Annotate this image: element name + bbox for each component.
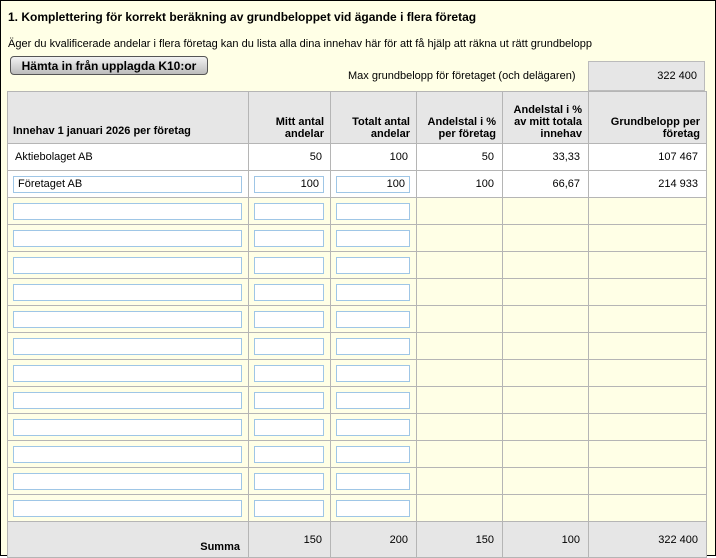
- empty-cell: [503, 279, 589, 306]
- my-shares-input[interactable]: [254, 500, 324, 517]
- empty-cell: [589, 333, 707, 360]
- my-shares-input[interactable]: [254, 203, 324, 220]
- max-amount-label: Max grundbelopp för företaget (och delägaren): [348, 70, 576, 82]
- company-name-input[interactable]: [13, 176, 242, 193]
- empty-cell: [417, 441, 503, 468]
- col-header-pct-company: Andelstal i % per företag: [417, 92, 503, 144]
- total-shares-input[interactable]: [336, 230, 410, 247]
- row-name: Aktiebolaget AB: [8, 144, 249, 171]
- empty-cell: [417, 468, 503, 495]
- row-pct-total: 66,67: [503, 171, 589, 198]
- empty-cell: [589, 306, 707, 333]
- fetch-k10-button[interactable]: Hämta in från upplagda K10:or: [10, 56, 208, 75]
- empty-cell: [589, 468, 707, 495]
- empty-cell: [503, 495, 589, 522]
- empty-cell: [589, 414, 707, 441]
- empty-row: [8, 360, 707, 387]
- my-shares-input[interactable]: [254, 284, 324, 301]
- row-pct-company: 50: [417, 144, 503, 171]
- empty-cell: [503, 387, 589, 414]
- sum-label: Summa: [8, 522, 249, 558]
- empty-row: [8, 333, 707, 360]
- total-shares-input[interactable]: [336, 257, 410, 274]
- total-shares-input[interactable]: [336, 284, 410, 301]
- row-base: 107 467: [589, 144, 707, 171]
- my-shares-input[interactable]: [254, 230, 324, 247]
- company-name-input[interactable]: [13, 338, 242, 355]
- empty-row: [8, 387, 707, 414]
- row-pct-total: 33,33: [503, 144, 589, 171]
- table-row: [8, 171, 707, 198]
- empty-row: [8, 198, 707, 225]
- total-shares-input[interactable]: [336, 419, 410, 436]
- total-shares-input[interactable]: [336, 176, 410, 193]
- empty-cell: [589, 441, 707, 468]
- total-shares-input[interactable]: [336, 446, 410, 463]
- company-name-input[interactable]: [13, 365, 242, 382]
- col-header-pct-total: Andelstal i % av mitt totala innehav: [503, 92, 589, 144]
- total-shares-input[interactable]: [336, 338, 410, 355]
- sum-pct-total: 100: [503, 522, 589, 558]
- empty-cell: [417, 279, 503, 306]
- total-shares-input[interactable]: [336, 311, 410, 328]
- my-shares-input[interactable]: [254, 473, 324, 490]
- empty-cell: [503, 333, 589, 360]
- empty-cell: [589, 252, 707, 279]
- empty-cell: [417, 387, 503, 414]
- company-name-input[interactable]: [13, 203, 242, 220]
- row-mine: 50: [249, 144, 331, 171]
- empty-cell: [417, 333, 503, 360]
- total-shares-input[interactable]: [336, 473, 410, 490]
- sum-base: 322 400: [589, 522, 707, 558]
- empty-row: [8, 441, 707, 468]
- my-shares-input[interactable]: [254, 311, 324, 328]
- col-header-total: Totalt antal andelar: [331, 92, 417, 144]
- empty-cell: [589, 279, 707, 306]
- company-name-input[interactable]: [13, 311, 242, 328]
- sum-mine: 150: [249, 522, 331, 558]
- table-header: [8, 92, 707, 144]
- company-name-input[interactable]: [13, 392, 242, 409]
- empty-cell: [503, 468, 589, 495]
- my-shares-input[interactable]: [254, 392, 324, 409]
- my-shares-input[interactable]: [254, 446, 324, 463]
- empty-row: [8, 414, 707, 441]
- empty-cell: [417, 225, 503, 252]
- sum-pct-company: 150: [417, 522, 503, 558]
- empty-cell: [503, 306, 589, 333]
- company-name-input[interactable]: [13, 257, 242, 274]
- sum-row: [8, 522, 707, 558]
- company-name-input[interactable]: [13, 284, 242, 301]
- company-name-input[interactable]: [13, 500, 242, 517]
- empty-row: [8, 495, 707, 522]
- my-shares-input[interactable]: [254, 257, 324, 274]
- empty-cell: [589, 387, 707, 414]
- empty-cell: [417, 495, 503, 522]
- empty-cell: [589, 225, 707, 252]
- empty-cell: [503, 360, 589, 387]
- sum-total: 200: [331, 522, 417, 558]
- col-header-base: Grundbelopp per företag: [589, 92, 707, 144]
- total-shares-input[interactable]: [336, 203, 410, 220]
- holdings-table: [7, 91, 707, 558]
- my-shares-input[interactable]: [254, 338, 324, 355]
- empty-row: [8, 225, 707, 252]
- col-header-name: Innehav 1 januari 2026 per företag: [8, 92, 249, 144]
- row-pct-company: 100: [417, 171, 503, 198]
- my-shares-input[interactable]: [254, 176, 324, 193]
- empty-cell: [503, 198, 589, 225]
- company-name-input[interactable]: [13, 446, 242, 463]
- row-total: 100: [331, 144, 417, 171]
- empty-cell: [417, 198, 503, 225]
- table-row: [8, 144, 707, 171]
- company-name-input[interactable]: [13, 230, 242, 247]
- my-shares-input[interactable]: [254, 419, 324, 436]
- empty-cell: [589, 495, 707, 522]
- total-shares-input[interactable]: [336, 365, 410, 382]
- section-title: 1. Komplettering för korrekt beräkning av grundbeloppet vid ägande i flera företag: [8, 10, 477, 24]
- company-name-input[interactable]: [13, 473, 242, 490]
- row-base: 214 933: [589, 171, 707, 198]
- section-description: Äger du kvalificerade andelar i flera företag kan du lista alla dina innehav här för att få hjälp att räkna ut rätt grundbelopp: [8, 38, 592, 50]
- empty-cell: [417, 414, 503, 441]
- col-header-mine: Mitt antal andelar: [249, 92, 331, 144]
- total-shares-input[interactable]: [336, 500, 410, 517]
- empty-cell: [417, 252, 503, 279]
- empty-cell: [503, 225, 589, 252]
- empty-row: [8, 468, 707, 495]
- company-name-input[interactable]: [13, 419, 242, 436]
- empty-cell: [503, 414, 589, 441]
- total-shares-input[interactable]: [336, 392, 410, 409]
- my-shares-input[interactable]: [254, 365, 324, 382]
- empty-cell: [503, 441, 589, 468]
- empty-cell: [589, 198, 707, 225]
- empty-row: [8, 306, 707, 333]
- empty-row: [8, 252, 707, 279]
- max-amount-value: 322 400: [588, 61, 705, 91]
- empty-cell: [503, 252, 589, 279]
- empty-cell: [417, 360, 503, 387]
- empty-cell: [589, 360, 707, 387]
- empty-row: [8, 279, 707, 306]
- empty-cell: [417, 306, 503, 333]
